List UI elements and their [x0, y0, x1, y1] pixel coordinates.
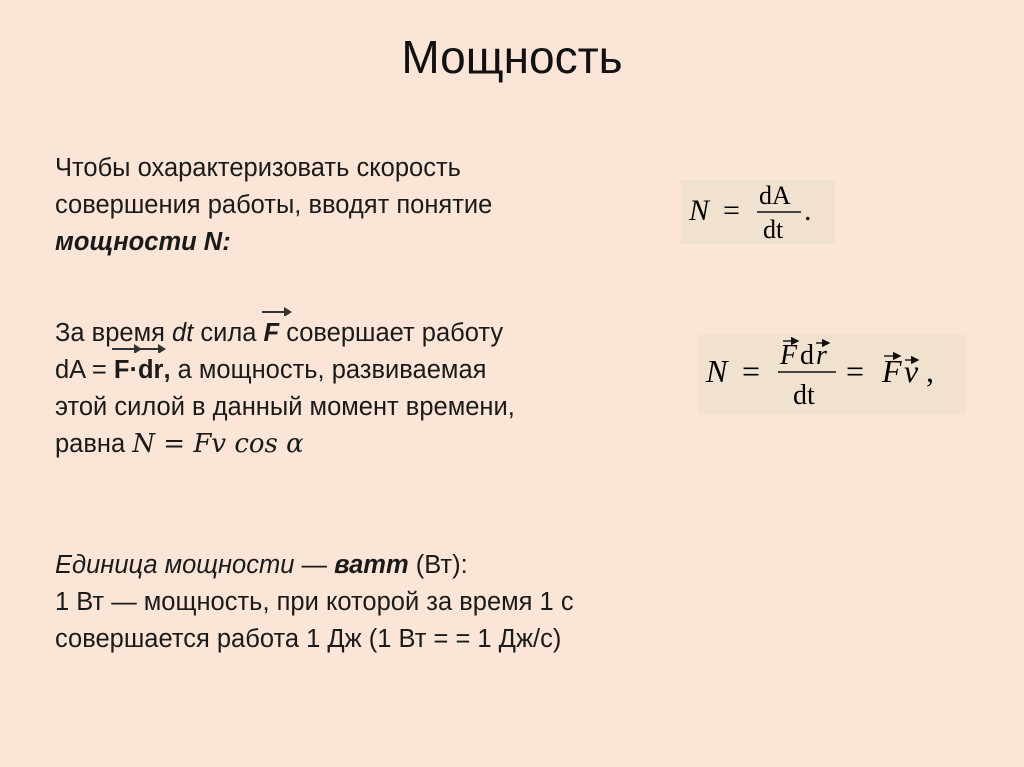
work-paragraph [55, 315, 675, 463]
formula2-F: F [882, 353, 902, 389]
displacement-letters: dr [137, 356, 164, 384]
force-letter: F [263, 319, 280, 347]
vector-arrow-icon [136, 343, 166, 353]
unit-line-3: совершается работа 1 Дж (1 Вт = = 1 Дж/с) [55, 625, 562, 653]
displacement-vector [138, 352, 164, 389]
formula2-v: v [904, 353, 919, 389]
formula2-lhs: N [706, 353, 728, 389]
force-vector [264, 315, 280, 352]
formula1-lhs: N [689, 194, 710, 227]
work-line-2-pre: dA = [55, 356, 114, 384]
formula2-denominator: dt [793, 380, 815, 411]
work-line-2 [55, 352, 675, 389]
unit-paragraph [55, 547, 755, 658]
formula2-num-r: r [816, 340, 827, 371]
power-vector-formula-image [698, 334, 966, 414]
power-formula-svg [681, 180, 835, 244]
intro-line-2: совершения работы, вводят понятие [55, 191, 493, 219]
formula1-period: . [804, 194, 812, 227]
intro-line-1: Чтобы охарактеризовать скорость [55, 154, 461, 182]
watt-term: ватт [334, 551, 409, 579]
slide-title: Мощность [401, 31, 623, 83]
unit-heading: Единица мощности — [55, 551, 335, 579]
force-letter-2: F [113, 356, 130, 384]
intro-paragraph [55, 150, 655, 261]
unit-line-2: 1 Вт — мощность, при которой за время 1 с [55, 588, 574, 616]
work-line-1-pre: За время [55, 319, 173, 347]
work-line-1-mid: сила [193, 319, 264, 347]
formula1-denominator: dt [763, 215, 784, 244]
formula2-num-d: d [800, 340, 814, 371]
work-line-3: этой силой в данный момент времени, [55, 393, 515, 421]
work-line-4-pre: равна [55, 430, 133, 458]
formula1-numerator: dA [759, 181, 791, 210]
dt-term: dt [172, 319, 194, 347]
work-line-2-comma: , [163, 356, 171, 384]
unit-line-1-post: (Вт): [408, 551, 468, 579]
formula2-equals-1: = [742, 353, 761, 389]
work-line-2-post: а мощность, развиваемая [170, 356, 487, 384]
work-line-4 [55, 426, 675, 463]
power-via-velocity-formula: N = Fv cos α [132, 429, 304, 459]
work-line-1-post: совершает работу [279, 319, 504, 347]
force-vector-2 [114, 352, 130, 389]
unit-line-1 [55, 547, 755, 584]
power-formula-image [681, 180, 835, 244]
vector-arrow-icon [262, 306, 292, 316]
formula2-equals-2: = [846, 353, 865, 389]
power-vector-formula-svg [698, 334, 966, 414]
formula2-comma: , [926, 353, 934, 389]
formula1-equals: = [723, 194, 740, 227]
power-term: мощности N: [55, 228, 231, 256]
formula2-num-F: F [780, 340, 798, 371]
dot-operator: · [129, 356, 138, 384]
